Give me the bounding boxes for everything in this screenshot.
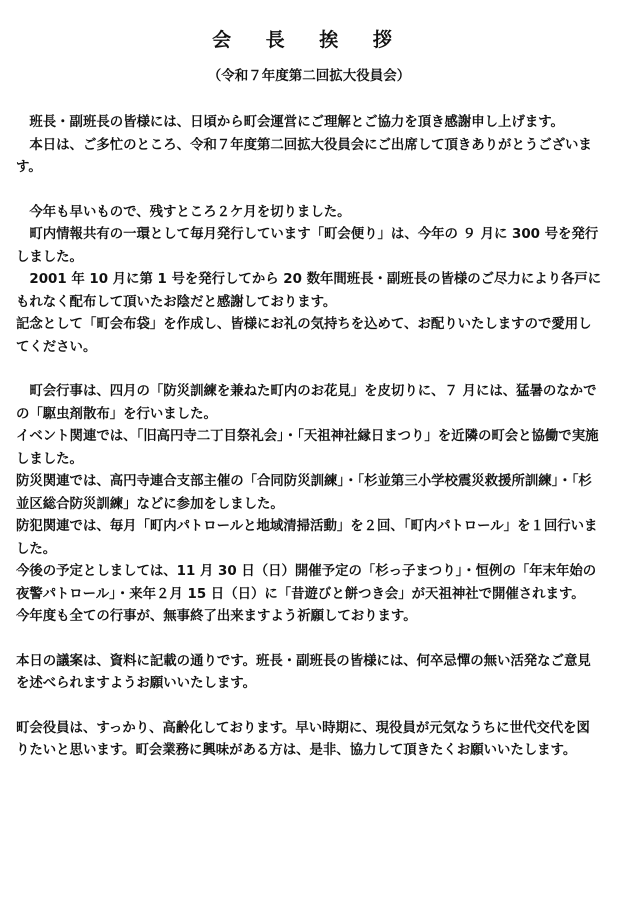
paragraph: 防災関連では、高円寺連合支部主催の「合同防災訓練」・「杉並第三小学校震災救援所訓練」・「杉並区総合防災訓練」などに参加をしました。 (16, 474, 592, 512)
paragraph-gap (16, 629, 602, 651)
paragraph: 本日は、ご多忙のところ、令和７年度第二回拡大役員会にご出席して頂きありがとうございます。 (16, 137, 592, 175)
document-subtitle: （令和７年度第二回拡大役員会） (207, 68, 411, 84)
paragraph-gap (16, 359, 602, 381)
paragraph-gap (16, 180, 602, 202)
paragraph: 記念として「町会布袋」を作成し、皆様にお礼の気持ちを込めて、お配りいたしますので愛用してください。 (16, 317, 592, 355)
document-title: 会 長 挨 拶 (212, 29, 406, 51)
paragraph: 班長・副班長の皆様には、日頃から町会運営にご理解とご協力を頂き感謝申し上げます。 (16, 115, 564, 130)
paragraph: イベント関連では、「旧高円寺二丁目祭礼会」・「天祖神社縁日まつり」を近隣の町会と協働で実施しました。 (16, 429, 599, 467)
paragraph: 本日の議案は、資料に記載の通りです。班長・副班長の皆様には、何卒忌憚の無い活発なご意見を述べられますようお願いいたします。 (16, 653, 591, 691)
paragraph: 2001 年 10 月に第 1 号を発行してから 20 数年間班長・副班長の皆様のご尽力により各戸にもれなく配布して頂いたお陰だと感謝しております。 (16, 272, 602, 310)
paragraph: 今後の予定としましては、11 月 30 日（日）開催予定の「杉っ子まつり」・恒例の「年末年始の夜警パトロール」・来年２月 15 日（日）に「昔遊びと餅つき会」が天祖神社で開催されます。 (16, 564, 597, 602)
paragraph: 町会役員は、すっかり、高齢化しております。早い時期に、現役員が元気なうちに世代交代を図りたいと思います。町会業務に興味がある方は、是非、協力して頂きたくお願いいたします。 (16, 720, 590, 758)
document-body (16, 112, 602, 763)
paragraph: 今年も早いもので、残すところ２ケ月を切りました。 (16, 204, 351, 220)
paragraph: 町内情報共有の一環として毎月発行しています「町会便り」は、今年の ９ 月に 300 号を発行しました。 (16, 227, 599, 265)
paragraph: 町会行事は、四月の「防災訓練を兼ねた町内のお花見」を皮切りに、７ 月には、猛暑のなかでの「駆虫剤散布」を行いました。 (16, 384, 597, 422)
paragraph-gap (16, 696, 602, 718)
paragraph: 今年度も全ての行事が、無事終了出来ますよう祈願しております。 (16, 609, 417, 624)
paragraph: 防犯関連では、毎月「町内パトロールと地域清掃活動」を２回、「町内パトロール」を１回行いました。 (16, 519, 598, 557)
